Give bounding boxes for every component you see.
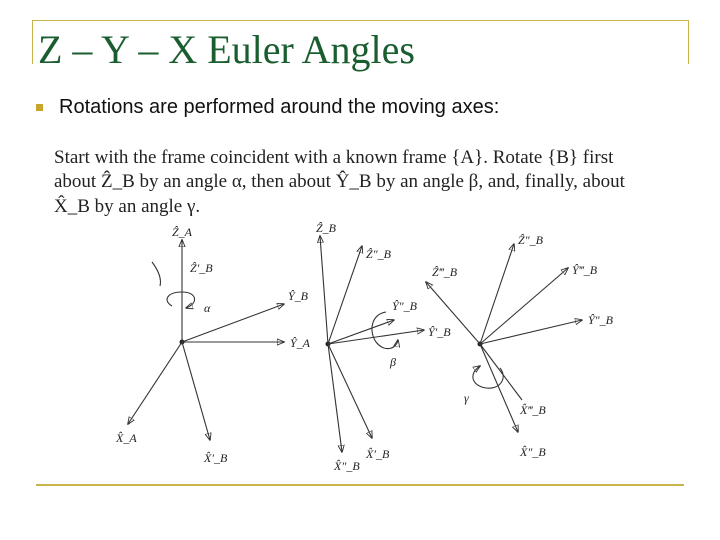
fig2-zb-axis (320, 236, 328, 344)
fig2-label-zb2: Ẑ″_B (366, 247, 392, 261)
figure-3-rotation-about-x (426, 233, 614, 459)
slide-title: Z – Y – X Euler Angles (38, 27, 415, 72)
fig1-label-xa: X̂_A (116, 431, 137, 445)
fig1-label-za: Ẑ_A (172, 225, 193, 239)
fig2-rotation-arrow-icon (372, 312, 398, 349)
fig3-label-zb2: Ẑ″_B (518, 233, 544, 247)
fig2-zb2-axis (328, 246, 362, 344)
figure-2-rotation-about-y (316, 221, 451, 473)
description-line-1: Start with the frame coincident with a known frame {A}. Rotate {B} first (54, 147, 614, 168)
fig3-label-zb3: Ẑ‴_B (432, 265, 458, 279)
fig2-angle-beta: β (390, 355, 396, 369)
fig1-label-xb1: X̂′_B (204, 451, 228, 465)
fig3-angle-gamma: γ (464, 391, 469, 405)
fig2-label-xb2: X̂″_B (334, 459, 360, 473)
fig3-yb2-axis (480, 320, 582, 344)
fig1-xb1-axis (182, 342, 210, 440)
fig3-label-xb3: X̂‴_B (520, 403, 546, 417)
fig1-label-zb1: Ẑ′_B (190, 261, 213, 275)
fig3-label-yb2: Ŷ″_B (588, 313, 614, 327)
fig1-label-yb: Ŷ_B (288, 289, 309, 303)
fig3-label-yb3: Ŷ‴_B (572, 263, 598, 277)
fig1-tick-mark (152, 262, 161, 286)
fig1-rotation-arrow-icon (167, 292, 195, 308)
fig2-yb2-axis (328, 320, 394, 344)
fig1-xa-axis (128, 342, 182, 424)
bullet-text: Rotations are performed around the moving axes: (59, 96, 500, 118)
description-line-3: X̂_B by an angle γ. (54, 195, 201, 217)
fig1-label-ya: Ŷ_A (290, 336, 311, 350)
fig2-label-xb1: X̂′_B (366, 447, 390, 461)
fig2-label-yb2: Ŷ″_B (392, 299, 418, 313)
fig1-yb-axis (182, 304, 284, 342)
figure-1-rotation-about-z (115, 225, 311, 465)
fig2-label-yb1: Ŷ′_B (428, 325, 451, 339)
fig1-angle-alpha: α (204, 301, 211, 315)
description-line-2: about Ẑ_B by an angle α, then about Ŷ_B by an angle β, and, finally, about (54, 171, 625, 193)
fig3-label-xb2: X̂″_B (520, 445, 546, 459)
fig2-label-zb: Ẑ_B (316, 221, 337, 235)
